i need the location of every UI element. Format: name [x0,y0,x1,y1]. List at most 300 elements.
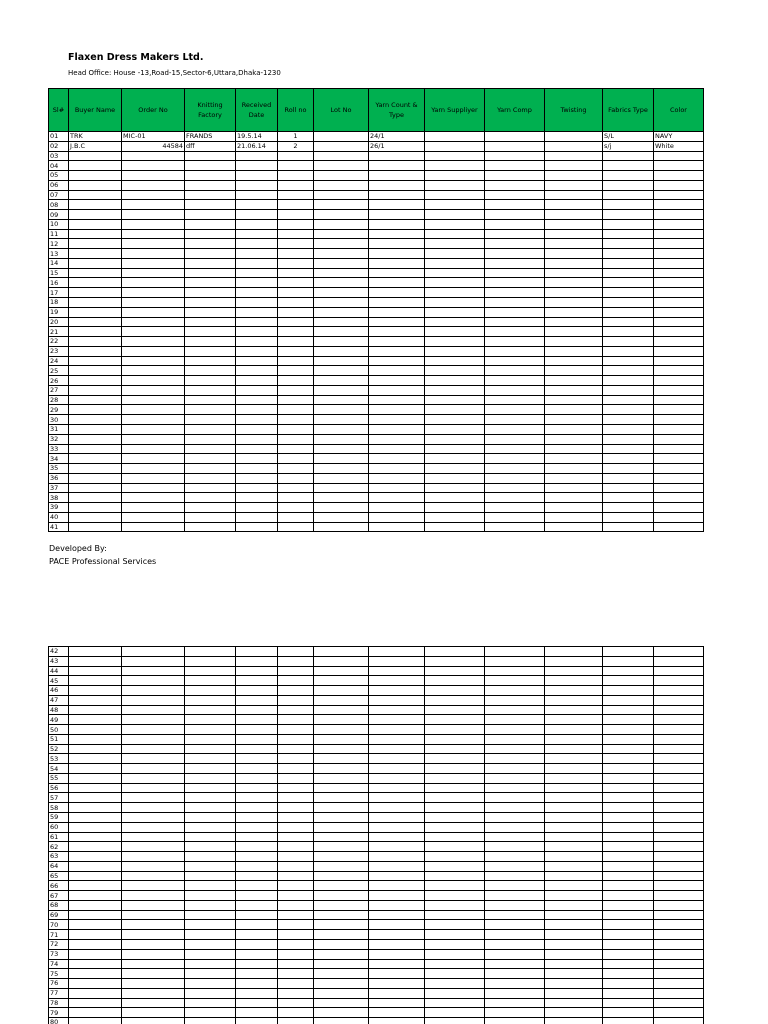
table-cell [485,415,545,425]
table-cell [69,522,122,532]
table-cell [122,764,185,774]
table-cell [278,356,314,366]
table-cell [122,190,185,200]
table-cell [69,949,122,959]
table-cell [603,288,654,298]
table-cell [369,656,425,666]
table-cell [278,949,314,959]
table-row [49,773,704,783]
table-cell [69,891,122,901]
table-cell [545,979,603,989]
table-cell [485,764,545,774]
head-office-address: Head Office: House -13,Road-15,Sector-6,Uttara,Dhaka-1230 [68,69,281,77]
table-cell [185,979,236,989]
table-cell [122,998,185,1008]
table-cell [185,939,236,949]
table-cell [122,395,185,405]
table-cell [278,861,314,871]
table-cell [122,1018,185,1024]
table-cell [236,871,278,881]
table-cell: 19 [49,307,69,317]
table-cell [545,852,603,862]
table-cell [485,676,545,686]
table-cell [69,171,122,181]
table-cell [545,171,603,181]
table-cell [654,171,704,181]
table-cell [545,1008,603,1018]
table-row [49,249,704,259]
table-cell [485,773,545,783]
table-cell [69,988,122,998]
table-cell: 42 [49,647,69,657]
table-cell [122,503,185,513]
table-cell [369,930,425,940]
table-cell [314,666,369,676]
table-cell [545,764,603,774]
table-cell [369,881,425,891]
table-cell [236,268,278,278]
table-cell [69,1008,122,1018]
table-row [49,210,704,220]
table-cell [603,229,654,239]
table-cell: 40 [49,512,69,522]
table-cell [122,180,185,190]
table-cell [369,161,425,171]
table-cell [278,891,314,901]
table-cell [278,258,314,268]
table-cell: 13 [49,249,69,259]
table-row [49,503,704,513]
table-row [49,327,704,337]
table-cell [236,852,278,862]
table-cell [69,959,122,969]
table-cell [485,171,545,181]
table-cell: 28 [49,395,69,405]
table-cell [69,268,122,278]
table-cell [425,473,485,483]
table-cell [69,783,122,793]
table-cell [314,959,369,969]
table-cell [69,249,122,259]
table-cell [425,346,485,356]
table-cell [369,734,425,744]
table-cell [236,656,278,666]
table-cell [425,444,485,454]
table-cell [278,969,314,979]
table-cell [122,656,185,666]
table-cell [236,676,278,686]
table-cell [278,647,314,657]
table-cell [122,327,185,337]
table-cell [485,424,545,434]
table-cell [314,219,369,229]
table-cell [603,376,654,386]
table-cell [545,920,603,930]
table-cell [314,988,369,998]
table-cell [278,200,314,210]
table-cell [654,793,704,803]
table-cell [654,503,704,513]
table-cell [485,444,545,454]
table-cell [485,793,545,803]
table-cell [485,356,545,366]
table-cell [236,881,278,891]
table-cell [545,744,603,754]
table-cell [236,239,278,249]
table-cell [236,512,278,522]
table-cell [278,219,314,229]
table-cell [185,200,236,210]
table-cell [603,483,654,493]
table-cell [185,190,236,200]
table-cell [545,415,603,425]
table-cell [69,852,122,862]
table-cell [603,405,654,415]
column-header: Lot No [314,89,369,132]
table-cell [122,200,185,210]
table-row [49,871,704,881]
table-cell [314,969,369,979]
table-cell: 60 [49,822,69,832]
table-cell [603,239,654,249]
table-cell [485,512,545,522]
table-cell [69,327,122,337]
table-cell [369,871,425,881]
table-cell [425,1008,485,1018]
table-row [49,910,704,920]
table-row [49,258,704,268]
table-cell [236,522,278,532]
table-cell [122,695,185,705]
table-cell [122,744,185,754]
table-cell [545,988,603,998]
table-cell [278,988,314,998]
table-row [49,473,704,483]
table-cell: 23 [49,346,69,356]
table-cell [122,385,185,395]
table-cell [485,132,545,142]
table-cell [69,773,122,783]
table-cell [369,327,425,337]
table-cell [122,444,185,454]
table-cell [369,939,425,949]
table-cell [654,298,704,308]
table-cell [314,910,369,920]
table-cell [654,647,704,657]
table-cell [545,434,603,444]
table-cell [236,190,278,200]
table-cell [603,522,654,532]
table-cell [69,813,122,823]
table-cell: 12 [49,239,69,249]
table-cell [369,793,425,803]
table-cell: 52 [49,744,69,754]
table-cell [369,715,425,725]
table-cell: 51 [49,734,69,744]
table-cell [603,647,654,657]
table-cell [654,803,704,813]
table-cell [425,695,485,705]
table-cell: 21 [49,327,69,337]
table-cell [603,258,654,268]
table-cell [485,249,545,259]
table-cell: 20 [49,317,69,327]
table-cell: 80 [49,1018,69,1024]
table-cell [314,764,369,774]
table-cell [654,288,704,298]
table-cell [545,803,603,813]
table-cell [69,151,122,161]
table-cell [425,522,485,532]
table-cell [314,773,369,783]
table-cell [278,754,314,764]
table-cell [122,900,185,910]
table-cell [425,366,485,376]
table-cell [278,385,314,395]
table-cell [485,327,545,337]
table-cell [236,493,278,503]
table-cell [69,424,122,434]
table-cell [122,871,185,881]
table-cell: 30 [49,415,69,425]
table-cell [369,249,425,259]
table-cell [236,783,278,793]
table-cell [122,249,185,259]
table-cell [122,891,185,901]
table-cell [603,171,654,181]
table-cell [236,180,278,190]
table-cell [278,454,314,464]
table-row [49,744,704,754]
table-cell: 19.5.14 [236,132,278,142]
table-row [49,405,704,415]
table-cell [185,773,236,783]
table-cell [236,861,278,871]
table-cell [185,317,236,327]
table-cell [369,483,425,493]
table-cell [369,151,425,161]
table-cell [122,337,185,347]
table-cell [69,454,122,464]
table-cell [425,424,485,434]
table-cell [236,434,278,444]
table-cell [545,346,603,356]
table-cell [654,666,704,676]
table-cell [69,842,122,852]
table-cell [314,210,369,220]
table-cell [603,200,654,210]
table-cell [654,327,704,337]
table-cell [185,959,236,969]
table-cell [369,1008,425,1018]
table-cell [369,200,425,210]
table-cell [485,803,545,813]
table-cell [545,356,603,366]
table-cell: 45 [49,676,69,686]
table-cell [314,376,369,386]
table-cell [314,464,369,474]
table-cell [278,764,314,774]
table-cell [278,346,314,356]
table-cell [236,998,278,1008]
table-cell [185,832,236,842]
table-cell [369,258,425,268]
table-cell [425,686,485,696]
table-cell [69,666,122,676]
table-cell [185,764,236,774]
table-cell [485,939,545,949]
table-cell [425,219,485,229]
table-cell [425,483,485,493]
table-cell [654,920,704,930]
table-cell [278,483,314,493]
table-cell: 78 [49,998,69,1008]
table-cell [369,676,425,686]
table-cell [236,395,278,405]
table-cell [369,686,425,696]
table-cell [485,385,545,395]
table-cell [236,842,278,852]
table-cell [485,278,545,288]
table-cell [425,969,485,979]
table-cell [369,998,425,1008]
table-cell [425,832,485,842]
table-cell [425,171,485,181]
table-cell [236,930,278,940]
table-cell [369,298,425,308]
table-header-row [49,89,704,132]
table-cell [425,512,485,522]
table-cell [122,715,185,725]
table-cell [654,239,704,249]
table-cell [314,881,369,891]
table-cell: 38 [49,493,69,503]
table-cell [69,686,122,696]
table-cell [314,647,369,657]
table-cell: 27 [49,385,69,395]
column-header: Twisting [545,89,603,132]
table-cell [425,210,485,220]
table-cell [278,210,314,220]
table-cell [278,249,314,259]
table-cell [369,405,425,415]
table-cell [314,415,369,425]
table-cell [314,949,369,959]
table-cell [69,998,122,1008]
table-cell [236,988,278,998]
table-cell [545,483,603,493]
table-cell [654,764,704,774]
table-cell [278,803,314,813]
table-cell [185,705,236,715]
table-cell [236,959,278,969]
table-row [49,190,704,200]
table-cell [185,307,236,317]
table-cell [185,298,236,308]
table-cell [603,725,654,735]
table-cell [603,764,654,774]
table-cell [425,493,485,503]
table-cell [122,988,185,998]
table-cell [369,744,425,754]
table-cell [236,171,278,181]
table-cell [185,910,236,920]
table-cell [122,813,185,823]
column-header: Knitting Factory [185,89,236,132]
table-cell [236,385,278,395]
table-cell [485,695,545,705]
table-row [49,988,704,998]
table-cell [545,424,603,434]
table-row [49,229,704,239]
table-cell [603,910,654,920]
table-cell [236,307,278,317]
table-cell [654,376,704,386]
table-cell [603,346,654,356]
table-cell [69,881,122,891]
table-cell [236,1018,278,1024]
table-cell [654,190,704,200]
table-cell: 59 [49,813,69,823]
table-cell [122,454,185,464]
table-row [49,647,704,657]
table-cell [603,861,654,871]
table-cell [654,493,704,503]
table-cell [369,180,425,190]
table-cell [69,317,122,327]
table-cell [185,881,236,891]
table-cell [603,434,654,444]
table-cell [314,920,369,930]
table-cell [654,939,704,949]
table-cell [545,656,603,666]
table-cell [122,239,185,249]
table-cell [122,483,185,493]
table-cell [425,861,485,871]
table-cell [69,356,122,366]
table-cell [236,161,278,171]
table-cell [369,366,425,376]
table-row [49,337,704,347]
table-cell [485,337,545,347]
table-cell [236,151,278,161]
table-cell [185,278,236,288]
table-cell [425,434,485,444]
table-cell [545,676,603,686]
table-cell [185,512,236,522]
table-cell [278,744,314,754]
table-cell [369,395,425,405]
table-cell [69,979,122,989]
table-cell [369,773,425,783]
table-cell: 37 [49,483,69,493]
table-cell [236,764,278,774]
table-row [49,861,704,871]
table-cell [425,842,485,852]
table-cell [278,493,314,503]
table-cell [122,229,185,239]
table-cell [314,861,369,871]
table-cell [122,415,185,425]
table-cell [236,473,278,483]
table-cell: 68 [49,900,69,910]
table-row [49,754,704,764]
table-cell [69,464,122,474]
table-cell [236,210,278,220]
table-cell [185,180,236,190]
table-cell [603,180,654,190]
table-cell [485,210,545,220]
